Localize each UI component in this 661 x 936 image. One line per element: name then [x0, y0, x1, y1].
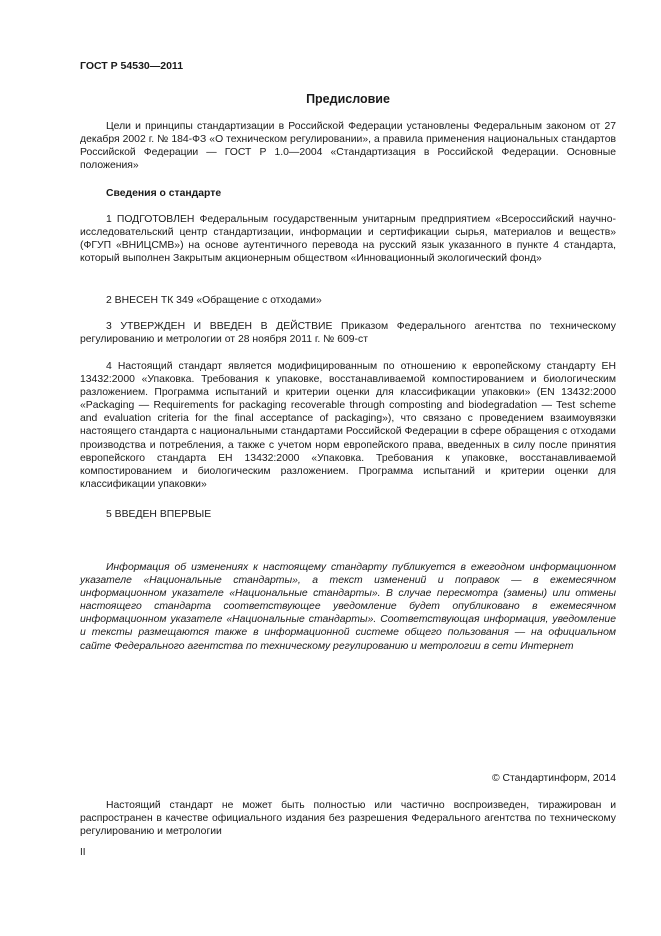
reproduction-notice: Настоящий стандарт не может быть полностью или частично воспроизведен, тиражирован и распространен в качестве официального издания без разрешения Федерального агентства по техническому регулированию и метрологии: [80, 800, 616, 838]
item-5: 5 ВВЕДЕН ВПЕРВЫЕ: [106, 509, 212, 520]
standard-code: ГОСТ Р 54530—2011: [80, 60, 184, 72]
item-3: 3 УТВЕРЖДЕН И ВВЕДЕН В ДЕЙСТВИЕ Приказом Федерального агентства по техническому регулированию и метрологии от 28 ноября 2011 г. № 609-ст: [80, 321, 616, 346]
page-number: II: [80, 847, 86, 858]
item-4: 4 Настоящий стандарт является модифицированным по отношению к европейскому стандарту ЕН 13432:2000 «Упаковка. Требования к упаковке, восстанавливаемой компостированием и биологическим разложением. Программа испытаний и критерии оценки для классификации упаковки» (EN 13432:2000 «Packaging — Requirements for packaging recoverable through composting and biodegradation — Test scheme and evaluation criteria for the final acceptance of packaging»), что связано с проведением взаимоувязки настоящего стандарта с национальными стандартами Российской Федерации в сфере обращения с отходами производства и потребления, а также с учетом норм европейского права, введенных в силу после принятия европейского стандарта ЕН 13432:2000 «Упаковка. Требования к упаковке, восстанавливаемой компостированием и биологическим разложением. Программа испытаний и критерии оценки для классификации упаковки»: [80, 361, 616, 490]
page-title: Предисловие: [306, 92, 390, 106]
item-1: 1 ПОДГОТОВЛЕН Федеральным государственным унитарным предприятием «Всероссийский научно-исследовательский центр стандартизации, информации и сертификации сырья, материалов и веществ» (ФГУП «ВНИЦСМВ») на основе аутентичного перевода на русский язык указанного в пункте 4 стандарта, который выполнен Закрытым акционерным обществом «Инновационный экологический фонд»: [80, 214, 616, 265]
section-heading: Сведения о стандарте: [106, 188, 222, 199]
item-2: 2 ВНЕСЕН ТК 349 «Обращение с отходами»: [106, 295, 322, 306]
info-notice: Информация об изменениях к настоящему стандарту публикуется в ежегодном информационном указателе «Национальные стандарты», а текст изменений и поправок — в ежемесячном информационном указателе «Национальные стандарты». В случае пересмотра (замены) или отмены настоящего стандарта соответствующее уведомление будет опубликовано в ежемесячном информационном указателе «Национальные стандарты». Соответствующая информация, уведомление и тексты размещаются также в информационной системе общего пользования — на официальном сайте Федерального агентства по техническому регулированию и метрологии в сети Интернет: [80, 562, 616, 652]
intro-paragraph: Цели и принципы стандартизации в Российской Федерации установлены Федеральным законом от 27 декабря 2002 г. № 184-ФЗ «О техническом регулировании», а правила применения национальных стандартов Российской Федерации — ГОСТ Р 1.0—2004 «Стандартизация в Российской Федерации. Основные положения»: [80, 121, 616, 172]
copyright: © Стандартинформ, 2014: [491, 773, 616, 784]
